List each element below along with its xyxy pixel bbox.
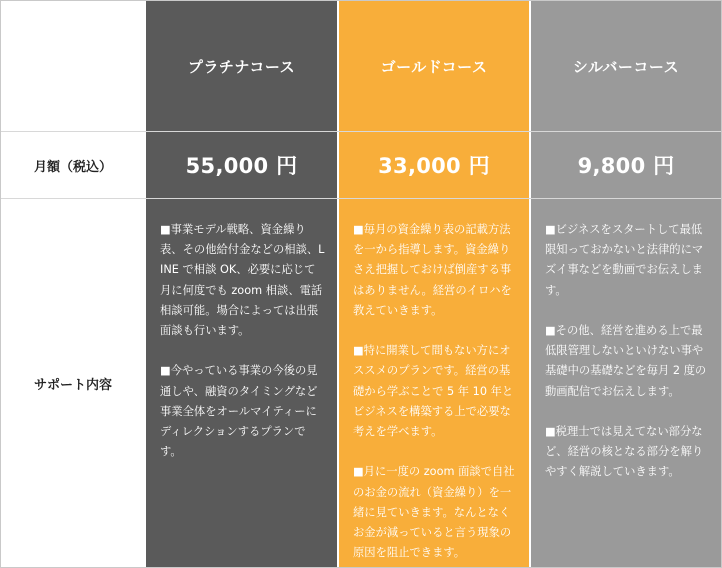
silver-course-header: [531, 1, 721, 131]
gold-course-title: ゴールドコース: [380, 57, 488, 76]
gold-support-description: ■毎月の資金繰り表の記載方法を一から指導します。資金繰りさえ把握しておけば倒産する事はありません。経営のイロハを教えていきます。 ■特に開業して間もない方にオススメのプランです。経営の基礎から学ぶことで 5 年 10 年とビジネスを構築する上で必要な考えを学べます。 ■月に一度の zoom 面談で自社のお金の流れ（資金繰り）を一緒に見ていきます。なんとなくお金が減っていると言う現象の原因を阻止できます。: [339, 199, 529, 567]
platinum-support-description: ■事業モデル戦略、資金繰り表、その他給付金などの相談、LINE で相談 OK、必要に応じて月に何度でも zoom 相談、電話相談可能。場合によっては出張面談も行います。 ■今やっている事業の今後の見通しや、融資のタイミングなど事業全体をオールマイティーにディレクションするプランです。: [146, 199, 337, 567]
silver-course-title: シルバーコース: [572, 57, 680, 76]
gold-price: 33,000 円: [378, 154, 490, 178]
platinum-course-header: [146, 1, 337, 131]
support-row-label-cell: [1, 199, 145, 567]
platinum-price: 55,000 円: [185, 154, 298, 178]
silver-support-description: ■ビジネスをスタートして最低限知っておかないと法律的にマズイ事などを動画でお伝えします。 ■その他、経営を進める上で最低限管理しないといけない事や基礎中の基礎などを毎月 2 度の動画配信でお伝えします。 ■税理士では見えてない部分など、経営の核となる部分を解りやすく解説していきます。: [531, 199, 721, 567]
gold-price-cell: [339, 132, 529, 198]
platinum-price-cell: [146, 132, 337, 198]
price-row-label-cell: [1, 132, 145, 198]
silver-price-cell: [531, 132, 721, 198]
header-empty-cell: [1, 1, 145, 131]
silver-price: 9,800 円: [577, 154, 675, 178]
gold-course-header: [339, 1, 529, 131]
platinum-course-title: プラチナコース: [187, 57, 296, 76]
price-row-label: 月額（税込）: [33, 159, 112, 175]
support-row-label: サポート内容: [33, 377, 112, 393]
